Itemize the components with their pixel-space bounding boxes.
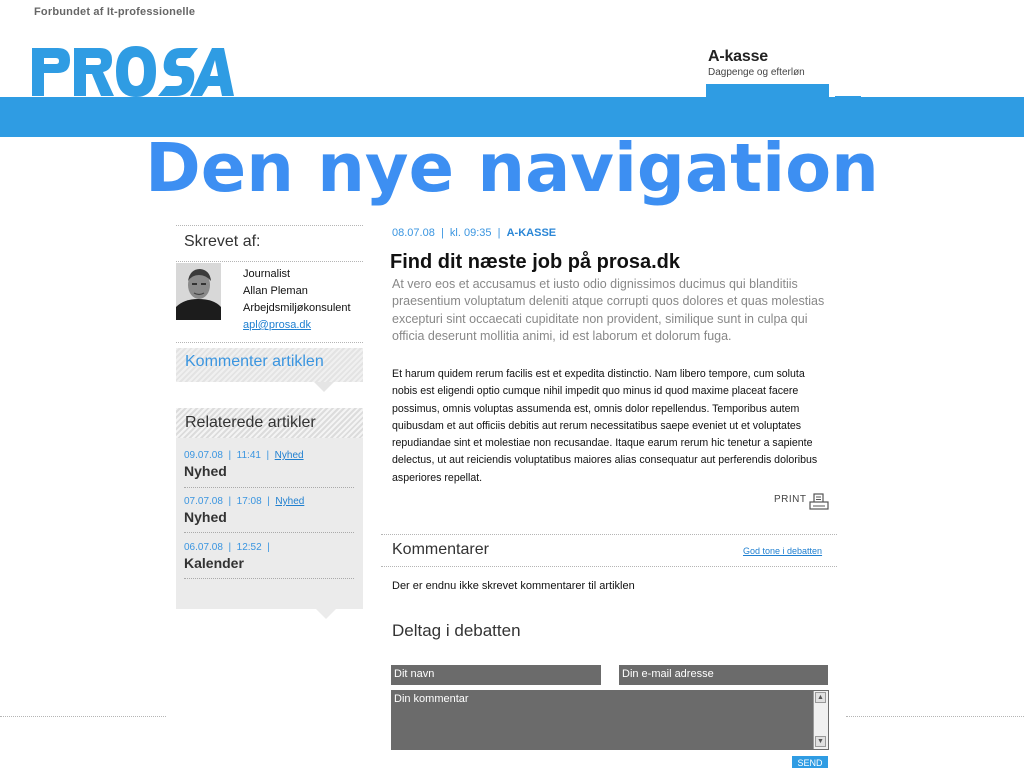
divider — [184, 487, 354, 488]
related-panel-pointer — [316, 609, 336, 619]
related-article-meta: 09.07.08 | 11:41 | Nyhed — [184, 450, 304, 461]
article-date: 08.07.08 — [392, 227, 435, 239]
related-articles-panel — [176, 408, 363, 609]
akasse-active-tab[interactable] — [706, 84, 829, 97]
related-article-category-link[interactable]: Nyhed — [275, 496, 305, 507]
author-portrait-graphic — [176, 263, 221, 320]
related-article-date: 07.07.08 — [184, 496, 223, 507]
related-articles-title: Relaterede artikler — [185, 414, 316, 431]
akasse-nav-item[interactable] — [708, 48, 805, 78]
related-article-item[interactable] — [184, 496, 354, 525]
comment-textarea[interactable]: Din kommentar — [391, 690, 829, 750]
author-section-header — [176, 225, 363, 262]
divider — [381, 534, 837, 535]
article-time: kl. 09:35 — [449, 227, 492, 239]
divider — [184, 532, 354, 533]
print-label[interactable]: PRINT — [774, 494, 807, 505]
printer-icon-graphic — [808, 493, 830, 511]
divider — [0, 716, 166, 717]
author-header-label: Skrevet af: — [184, 233, 261, 250]
related-article-title[interactable]: Nyhed — [184, 463, 227, 479]
author-name: Allan Pleman — [243, 285, 308, 297]
scroll-up-icon[interactable]: ▲ — [815, 692, 826, 703]
good-tone-link[interactable]: God tone i debatten — [743, 546, 823, 556]
divider — [176, 261, 363, 262]
article-section: A-KASSE — [506, 227, 557, 239]
scroll-down-icon[interactable]: ▼ — [815, 736, 826, 747]
comment-scrollbar[interactable] — [813, 691, 828, 749]
prosa-logo[interactable] — [30, 44, 235, 103]
article-lead: At vero eos et accusamus et iusto odio dignissimos ducimus qui blanditiis praesentium voluptatum deleniti atque corrupti quos dolores et quas molestias excepturi sint occaecati cupiditate non provident, similique sunt in culpa qui officia deserunt mollitia animi, id est laborum et dolorum fuga. — [392, 277, 825, 343]
article-body: Et harum quidem rerum facilis est et expedita distinctio. Nam libero tempore, cum soluta nobis est eligendi optio cumque nihil impedit quo minus id quod maxime placeat facere possimus, omnis voluptas assumenda est, omnis dolor repellendus. Temporibus autem quibusdam et aut officiis debitis aut rerum necessitatibus saepe eveniet ut et voluptates repudiandae sint et molestiae non recusandae. Itaque earum rerum hic tenetur a sapiente delectus, ut aut reiciendis voluptatibus maiores alias consequatur aut perferendis doloribus asperiores repellat. — [392, 368, 818, 484]
join-debate-title: Deltag i debatten — [392, 621, 521, 640]
related-article-title[interactable]: Kalender — [184, 555, 244, 571]
related-article-meta: 06.07.08 | 12:52 | — [184, 542, 273, 553]
related-article-item[interactable] — [184, 542, 354, 571]
divider — [184, 578, 354, 579]
related-article-time: 17:08 — [236, 496, 262, 507]
comment-article-label: Kommenter artiklen — [185, 353, 324, 370]
related-articles-header — [176, 408, 363, 438]
author-email-link[interactable]: apl@prosa.dk — [243, 319, 312, 331]
author-photo — [176, 263, 221, 320]
send-button[interactable]: SEND — [792, 756, 828, 768]
comments-title: Kommentarer — [392, 541, 489, 558]
related-article-time: 11:41 — [236, 450, 261, 461]
article-meta: 08.07.08 | kl. 09:35 | A-KASSE — [392, 227, 557, 239]
author-title: Arbejdsmiljøkonsulent — [243, 302, 351, 314]
related-article-time: 12:52 — [236, 542, 262, 553]
related-article-category-link[interactable]: Nyhed — [274, 450, 304, 461]
article-headline: Find dit næste job på prosa.dk — [390, 251, 681, 273]
slide-title: Den nye navigation — [145, 129, 879, 207]
divider — [176, 342, 363, 343]
comment-box-pointer — [314, 382, 334, 392]
prosa-logo-graphic — [30, 44, 235, 98]
related-article-meta: 07.07.08 | 17:08 | Nyhed — [184, 496, 305, 507]
author-role: Journalist — [243, 268, 291, 280]
printer-icon[interactable] — [808, 493, 830, 516]
author-info — [243, 266, 351, 334]
comment-article-button[interactable] — [176, 348, 363, 382]
divider — [846, 716, 1024, 717]
related-article-date: 06.07.08 — [184, 542, 223, 553]
email-field[interactable]: Din e-mail adresse — [619, 665, 828, 685]
related-article-item[interactable] — [184, 450, 354, 479]
akasse-title: A-kasse — [708, 48, 768, 65]
tagline: Forbundet af It-professionelle — [34, 6, 196, 18]
related-article-title[interactable]: Nyhed — [184, 509, 227, 525]
akasse-subtitle: Dagpenge og efterløn — [708, 67, 805, 78]
related-article-date: 09.07.08 — [184, 450, 223, 461]
no-comments-text: Der er endnu ikke skrevet kommentarer til artiklen — [392, 580, 635, 592]
divider — [381, 566, 837, 567]
name-field[interactable]: Dit navn — [391, 665, 601, 685]
